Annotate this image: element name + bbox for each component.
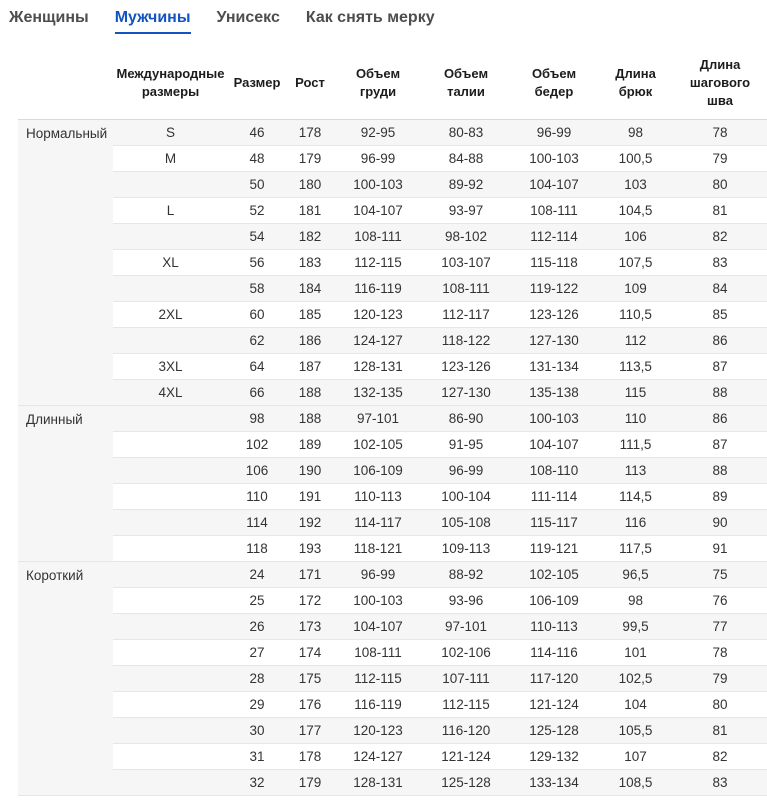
cell-height: 172 xyxy=(286,587,334,613)
cell-hips: 102-105 xyxy=(510,561,598,587)
cell-intl-size xyxy=(113,275,228,301)
table-row xyxy=(18,379,767,405)
cell-trouser-length: 104 xyxy=(598,691,673,717)
tab-2[interactable]: Унисекс xyxy=(216,9,280,26)
cell-waist: 112-117 xyxy=(422,301,510,327)
cell-size: 102 xyxy=(228,431,286,457)
cell-inseam: 82 xyxy=(673,743,767,769)
cell-waist: 96-99 xyxy=(422,457,510,483)
column-header-trouser-length: Длина брюк xyxy=(598,48,673,119)
cell-height: 177 xyxy=(286,717,334,743)
column-header-chest: Объем груди xyxy=(334,48,422,119)
table-row xyxy=(18,405,767,431)
cell-inseam: 88 xyxy=(673,379,767,405)
cell-size: 32 xyxy=(228,769,286,795)
cell-intl-size xyxy=(113,171,228,197)
cell-trouser-length: 111,5 xyxy=(598,431,673,457)
cell-chest: 100-103 xyxy=(334,171,422,197)
cell-chest: 108-111 xyxy=(334,223,422,249)
cell-inseam: 89 xyxy=(673,483,767,509)
cell-size: 50 xyxy=(228,171,286,197)
cell-hips: 123-126 xyxy=(510,301,598,327)
cell-intl-size xyxy=(113,613,228,639)
cell-trouser-length: 113,5 xyxy=(598,353,673,379)
cell-waist: 100-104 xyxy=(422,483,510,509)
cell-trouser-length: 113 xyxy=(598,457,673,483)
cell-inseam: 87 xyxy=(673,353,767,379)
cell-trouser-length: 100,5 xyxy=(598,145,673,171)
cell-trouser-length: 115 xyxy=(598,379,673,405)
cell-intl-size xyxy=(113,561,228,587)
table-row xyxy=(18,119,767,145)
cell-height: 188 xyxy=(286,405,334,431)
cell-waist: 89-92 xyxy=(422,171,510,197)
cell-size: 106 xyxy=(228,457,286,483)
table-row xyxy=(18,509,767,535)
cell-chest: 128-131 xyxy=(334,353,422,379)
cell-height: 180 xyxy=(286,171,334,197)
cell-chest: 104-107 xyxy=(334,613,422,639)
cell-size: 64 xyxy=(228,353,286,379)
column-header-inseam: Длина шагового шва xyxy=(673,48,767,119)
cell-height: 174 xyxy=(286,639,334,665)
cell-inseam: 84 xyxy=(673,275,767,301)
header-row xyxy=(18,48,767,119)
cell-inseam: 80 xyxy=(673,691,767,717)
cell-height: 193 xyxy=(286,535,334,561)
cell-trouser-length: 104,5 xyxy=(598,197,673,223)
cell-inseam: 86 xyxy=(673,327,767,353)
table-row xyxy=(18,171,767,197)
cell-intl-size xyxy=(113,535,228,561)
cell-hips: 110-113 xyxy=(510,613,598,639)
table-row xyxy=(18,353,767,379)
cell-height: 186 xyxy=(286,327,334,353)
cell-trouser-length: 98 xyxy=(598,119,673,145)
cell-inseam: 78 xyxy=(673,639,767,665)
cell-intl-size xyxy=(113,223,228,249)
column-header-height: Рост xyxy=(286,48,334,119)
tab-1[interactable]: Мужчины xyxy=(115,8,191,34)
cell-size: 114 xyxy=(228,509,286,535)
cell-height: 183 xyxy=(286,249,334,275)
cell-size: 30 xyxy=(228,717,286,743)
cell-height: 191 xyxy=(286,483,334,509)
cell-chest: 128-131 xyxy=(334,769,422,795)
cell-waist: 98-102 xyxy=(422,223,510,249)
cell-hips: 108-110 xyxy=(510,457,598,483)
cell-intl-size xyxy=(113,405,228,431)
cell-intl-size xyxy=(113,327,228,353)
cell-inseam: 82 xyxy=(673,223,767,249)
cell-height: 187 xyxy=(286,353,334,379)
cell-trouser-length: 101 xyxy=(598,639,673,665)
table-row xyxy=(18,743,767,769)
cell-chest: 116-119 xyxy=(334,275,422,301)
cell-trouser-length: 112 xyxy=(598,327,673,353)
cell-hips: 129-132 xyxy=(510,743,598,769)
cell-waist: 93-97 xyxy=(422,197,510,223)
cell-waist: 103-107 xyxy=(422,249,510,275)
table-row xyxy=(18,431,767,457)
cell-trouser-length: 107,5 xyxy=(598,249,673,275)
cell-intl-size xyxy=(113,431,228,457)
tab-0[interactable]: Женщины xyxy=(9,9,89,26)
cell-size: 60 xyxy=(228,301,286,327)
cell-chest: 96-99 xyxy=(334,145,422,171)
column-header-intl-size: Международные размеры xyxy=(113,48,228,119)
cell-hips: 111-114 xyxy=(510,483,598,509)
cell-trouser-length: 105,5 xyxy=(598,717,673,743)
column-header-hips: Объем бедер xyxy=(510,48,598,119)
cell-waist: 88-92 xyxy=(422,561,510,587)
cell-inseam: 91 xyxy=(673,535,767,561)
cell-intl-size xyxy=(113,665,228,691)
cell-size: 31 xyxy=(228,743,286,769)
cell-intl-size xyxy=(113,639,228,665)
cell-height: 190 xyxy=(286,457,334,483)
cell-chest: 116-119 xyxy=(334,691,422,717)
cell-waist: 121-124 xyxy=(422,743,510,769)
cell-height: 176 xyxy=(286,691,334,717)
cell-waist: 84-88 xyxy=(422,145,510,171)
cell-intl-size: L xyxy=(113,197,228,223)
cell-trouser-length: 109 xyxy=(598,275,673,301)
cell-height: 171 xyxy=(286,561,334,587)
cell-intl-size: XL xyxy=(113,249,228,275)
cell-chest: 92-95 xyxy=(334,119,422,145)
cell-chest: 96-99 xyxy=(334,561,422,587)
cell-hips: 121-124 xyxy=(510,691,598,717)
cell-hips: 96-99 xyxy=(510,119,598,145)
tab-bar xyxy=(8,8,767,34)
cell-inseam: 76 xyxy=(673,587,767,613)
cell-chest: 112-115 xyxy=(334,249,422,275)
cell-intl-size: 4XL xyxy=(113,379,228,405)
table-row xyxy=(18,457,767,483)
cell-hips: 127-130 xyxy=(510,327,598,353)
cell-size: 110 xyxy=(228,483,286,509)
cell-trouser-length: 103 xyxy=(598,171,673,197)
cell-height: 179 xyxy=(286,769,334,795)
cell-size: 24 xyxy=(228,561,286,587)
table-row xyxy=(18,561,767,587)
cell-waist: 116-120 xyxy=(422,717,510,743)
cell-waist: 112-115 xyxy=(422,691,510,717)
cell-intl-size xyxy=(113,691,228,717)
table-row xyxy=(18,535,767,561)
cell-chest: 120-123 xyxy=(334,717,422,743)
cell-trouser-length: 102,5 xyxy=(598,665,673,691)
cell-intl-size xyxy=(113,587,228,613)
cell-height: 182 xyxy=(286,223,334,249)
cell-height: 173 xyxy=(286,613,334,639)
cell-inseam: 78 xyxy=(673,119,767,145)
cell-height: 178 xyxy=(286,743,334,769)
table-row xyxy=(18,665,767,691)
cell-trouser-length: 114,5 xyxy=(598,483,673,509)
tab-3[interactable]: Как снять мерку xyxy=(305,9,435,26)
table-row xyxy=(18,717,767,743)
cell-height: 188 xyxy=(286,379,334,405)
cell-waist: 105-108 xyxy=(422,509,510,535)
cell-trouser-length: 99,5 xyxy=(598,613,673,639)
cell-hips: 119-122 xyxy=(510,275,598,301)
row-group-label: Нормальный xyxy=(18,119,113,405)
cell-waist: 107-111 xyxy=(422,665,510,691)
cell-trouser-length: 107 xyxy=(598,743,673,769)
cell-trouser-length: 108,5 xyxy=(598,769,673,795)
cell-height: 192 xyxy=(286,509,334,535)
cell-waist: 91-95 xyxy=(422,431,510,457)
cell-hips: 117-120 xyxy=(510,665,598,691)
cell-intl-size: S xyxy=(113,119,228,145)
cell-hips: 100-103 xyxy=(510,145,598,171)
cell-chest: 104-107 xyxy=(334,197,422,223)
cell-waist: 80-83 xyxy=(422,119,510,145)
table-row xyxy=(18,691,767,717)
cell-trouser-length: 110,5 xyxy=(598,301,673,327)
cell-size: 54 xyxy=(228,223,286,249)
cell-chest: 102-105 xyxy=(334,431,422,457)
cell-size: 98 xyxy=(228,405,286,431)
table-row xyxy=(18,483,767,509)
cell-intl-size xyxy=(113,509,228,535)
cell-hips: 115-117 xyxy=(510,509,598,535)
cell-chest: 108-111 xyxy=(334,639,422,665)
cell-hips: 119-121 xyxy=(510,535,598,561)
table-row xyxy=(18,249,767,275)
cell-chest: 120-123 xyxy=(334,301,422,327)
cell-inseam: 81 xyxy=(673,717,767,743)
table-row xyxy=(18,639,767,665)
cell-size: 52 xyxy=(228,197,286,223)
cell-chest: 106-109 xyxy=(334,457,422,483)
cell-size: 58 xyxy=(228,275,286,301)
cell-inseam: 83 xyxy=(673,249,767,275)
row-group-label: Короткий xyxy=(18,561,113,795)
cell-hips: 108-111 xyxy=(510,197,598,223)
cell-inseam: 85 xyxy=(673,301,767,327)
cell-inseam: 80 xyxy=(673,171,767,197)
cell-intl-size xyxy=(113,743,228,769)
cell-intl-size: 3XL xyxy=(113,353,228,379)
cell-size: 26 xyxy=(228,613,286,639)
cell-hips: 133-134 xyxy=(510,769,598,795)
cell-inseam: 86 xyxy=(673,405,767,431)
cell-trouser-length: 110 xyxy=(598,405,673,431)
table-row xyxy=(18,301,767,327)
cell-size: 25 xyxy=(228,587,286,613)
table-row xyxy=(18,613,767,639)
cell-size: 46 xyxy=(228,119,286,145)
cell-height: 175 xyxy=(286,665,334,691)
table-row xyxy=(18,145,767,171)
cell-hips: 112-114 xyxy=(510,223,598,249)
cell-inseam: 79 xyxy=(673,665,767,691)
cell-hips: 114-116 xyxy=(510,639,598,665)
cell-trouser-length: 106 xyxy=(598,223,673,249)
cell-hips: 135-138 xyxy=(510,379,598,405)
cell-waist: 123-126 xyxy=(422,353,510,379)
cell-size: 66 xyxy=(228,379,286,405)
cell-waist: 127-130 xyxy=(422,379,510,405)
cell-chest: 112-115 xyxy=(334,665,422,691)
cell-height: 178 xyxy=(286,119,334,145)
cell-hips: 100-103 xyxy=(510,405,598,431)
table-row xyxy=(18,327,767,353)
cell-trouser-length: 96,5 xyxy=(598,561,673,587)
cell-intl-size xyxy=(113,769,228,795)
table-row xyxy=(18,587,767,613)
cell-hips: 125-128 xyxy=(510,717,598,743)
table-row xyxy=(18,223,767,249)
cell-chest: 100-103 xyxy=(334,587,422,613)
cell-waist: 108-111 xyxy=(422,275,510,301)
cell-waist: 97-101 xyxy=(422,613,510,639)
table-row xyxy=(18,275,767,301)
cell-inseam: 88 xyxy=(673,457,767,483)
cell-inseam: 90 xyxy=(673,509,767,535)
table-row xyxy=(18,769,767,795)
cell-height: 179 xyxy=(286,145,334,171)
table-row xyxy=(18,197,767,223)
cell-size: 118 xyxy=(228,535,286,561)
cell-waist: 93-96 xyxy=(422,587,510,613)
cell-size: 27 xyxy=(228,639,286,665)
column-header-group xyxy=(18,48,113,119)
cell-size: 29 xyxy=(228,691,286,717)
cell-height: 184 xyxy=(286,275,334,301)
cell-trouser-length: 117,5 xyxy=(598,535,673,561)
cell-chest: 132-135 xyxy=(334,379,422,405)
cell-intl-size xyxy=(113,717,228,743)
table-body xyxy=(18,119,767,795)
cell-waist: 109-113 xyxy=(422,535,510,561)
cell-chest: 124-127 xyxy=(334,743,422,769)
cell-waist: 86-90 xyxy=(422,405,510,431)
cell-trouser-length: 98 xyxy=(598,587,673,613)
cell-inseam: 81 xyxy=(673,197,767,223)
cell-inseam: 75 xyxy=(673,561,767,587)
column-header-size: Размер xyxy=(228,48,286,119)
cell-height: 181 xyxy=(286,197,334,223)
cell-height: 189 xyxy=(286,431,334,457)
cell-size: 56 xyxy=(228,249,286,275)
cell-inseam: 77 xyxy=(673,613,767,639)
cell-inseam: 79 xyxy=(673,145,767,171)
cell-size: 62 xyxy=(228,327,286,353)
cell-intl-size xyxy=(113,457,228,483)
cell-waist: 118-122 xyxy=(422,327,510,353)
cell-hips: 104-107 xyxy=(510,171,598,197)
cell-inseam: 87 xyxy=(673,431,767,457)
cell-intl-size: M xyxy=(113,145,228,171)
row-group-label: Длинный xyxy=(18,405,113,561)
cell-intl-size: 2XL xyxy=(113,301,228,327)
cell-size: 28 xyxy=(228,665,286,691)
cell-chest: 110-113 xyxy=(334,483,422,509)
column-header-waist: Объем талии xyxy=(422,48,510,119)
cell-chest: 97-101 xyxy=(334,405,422,431)
cell-hips: 131-134 xyxy=(510,353,598,379)
cell-chest: 118-121 xyxy=(334,535,422,561)
cell-inseam: 83 xyxy=(673,769,767,795)
cell-hips: 115-118 xyxy=(510,249,598,275)
cell-trouser-length: 116 xyxy=(598,509,673,535)
cell-size: 48 xyxy=(228,145,286,171)
cell-chest: 124-127 xyxy=(334,327,422,353)
cell-chest: 114-117 xyxy=(334,509,422,535)
size-table xyxy=(18,48,767,796)
cell-waist: 125-128 xyxy=(422,769,510,795)
cell-hips: 106-109 xyxy=(510,587,598,613)
cell-hips: 104-107 xyxy=(510,431,598,457)
cell-intl-size xyxy=(113,483,228,509)
cell-waist: 102-106 xyxy=(422,639,510,665)
cell-height: 185 xyxy=(286,301,334,327)
